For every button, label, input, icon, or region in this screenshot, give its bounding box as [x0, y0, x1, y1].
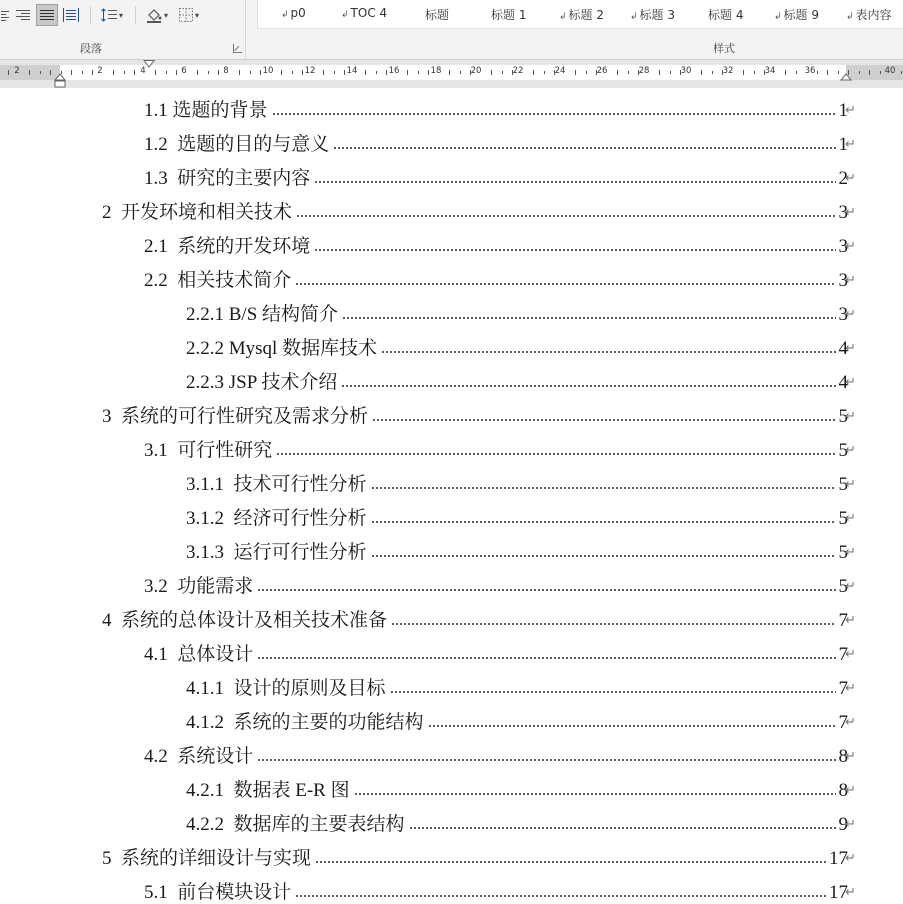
- toc-entry-title: 2.2.3 JSP 技术介绍: [186, 372, 338, 393]
- toc-entry-title: 2.1 系统的开发环境: [144, 236, 311, 257]
- toc-dot-leader: [333, 145, 835, 151]
- toc-entry[interactable]: [144, 428, 848, 462]
- toc-dot-leader: [342, 315, 835, 321]
- justify-button[interactable]: [36, 4, 58, 26]
- style-item-table-content[interactable]: [846, 6, 892, 23]
- toc-entry[interactable]: [102, 190, 848, 224]
- ruler-tick: [764, 70, 765, 75]
- toc-dot-leader: [381, 349, 835, 355]
- ruler-label: 2: [14, 66, 20, 76]
- ruler-tick: [166, 71, 167, 74]
- align-left-button[interactable]: [0, 4, 10, 26]
- ruler-label: 32: [722, 66, 734, 76]
- toc-entry-page: 17: [829, 848, 848, 869]
- style-item-heading2[interactable]: [559, 6, 604, 23]
- ruler-scale: [0, 65, 903, 80]
- ruler-tick: [659, 70, 660, 75]
- ruler-tick: [743, 70, 744, 75]
- toc-entry-title: 3 系统的可行性研究及需求分析: [102, 406, 369, 427]
- ruler-tick: [40, 71, 41, 74]
- ruler-tick: [575, 70, 576, 75]
- toc-entry[interactable]: [186, 326, 848, 360]
- toc-entry[interactable]: [144, 632, 848, 666]
- ruler-tick: [502, 71, 503, 74]
- paragraph-toolbar: [0, 3, 206, 27]
- style-item-p0[interactable]: [281, 6, 306, 20]
- toc-entry-page: 5: [838, 440, 848, 461]
- toc-entry-title: 5.1 前台模块设计: [144, 882, 292, 903]
- distributed-icon: [63, 8, 79, 22]
- ruler-tick: [460, 71, 461, 74]
- ruler-tick: [827, 70, 828, 75]
- ruler-label: 16: [388, 66, 400, 76]
- align-right-icon: [16, 9, 30, 21]
- style-item-heading3[interactable]: [630, 6, 675, 23]
- style-item-label: p0: [290, 6, 306, 20]
- paragraph-mark-icon: ↲: [774, 12, 782, 22]
- ruler-label: 10: [262, 66, 274, 76]
- style-item-heading9[interactable]: [774, 6, 819, 23]
- align-left-icon: [1, 9, 9, 21]
- ruler-tick: [869, 70, 870, 75]
- toc-entry-title: 2.2.1 B/S 结构简介: [186, 304, 339, 325]
- ruler-tick: [218, 70, 219, 75]
- paragraph-mark-icon: ↵: [845, 545, 856, 560]
- toc-entry-page: 5: [838, 406, 848, 427]
- ruler-label: 28: [638, 66, 650, 76]
- ruler-tick: [596, 70, 597, 75]
- toc-entry-page: 8: [838, 746, 848, 767]
- ribbon: [0, 0, 903, 59]
- toc-dot-leader: [314, 247, 835, 253]
- ruler-tick: [176, 70, 177, 75]
- chevron-down-icon: ▾: [118, 10, 123, 20]
- ruler-tick: [334, 71, 335, 74]
- style-item-label: TOC 4: [350, 6, 388, 20]
- toc-entry-title: 4.1 总体设计: [144, 644, 254, 665]
- paragraph-mark-icon: ↲: [341, 10, 349, 20]
- toc-dot-leader: [257, 587, 835, 593]
- ruler-tick: [901, 71, 902, 74]
- line-spacing-icon: [101, 8, 117, 22]
- toc-entry-title: 2.2.2 Mysql 数据库技术: [186, 338, 378, 359]
- ruler-tick: [292, 71, 293, 74]
- borders-button[interactable]: [174, 4, 204, 26]
- ruler-label: 40: [884, 66, 896, 76]
- toc-entry-page: 3: [838, 236, 848, 257]
- toc-entry-title: 3.1.1 技术可行性分析: [186, 474, 367, 495]
- toc-dot-leader: [391, 621, 835, 627]
- toc-dot-leader: [428, 723, 836, 729]
- ruler-tick: [838, 71, 839, 74]
- toolbar-separator: [90, 6, 91, 24]
- ruler-tick: [880, 71, 881, 74]
- style-item-label: 标题 3: [639, 8, 675, 22]
- toc-dot-leader: [295, 281, 835, 287]
- borders-icon: [179, 8, 193, 22]
- chevron-down-icon: ▾: [163, 10, 168, 20]
- paragraph-mark-icon: ↵: [845, 817, 856, 832]
- ruler-label: 18: [430, 66, 442, 76]
- ruler-tick: [92, 70, 93, 75]
- ruler-tick: [533, 70, 534, 75]
- ruler-tick: [418, 71, 419, 74]
- paragraph-mark-icon: ↵: [845, 205, 856, 220]
- toc-entry-page: 7: [838, 610, 848, 631]
- toc-entry-title: 4.1.1 设计的原则及目标: [186, 678, 386, 699]
- toc-entry[interactable]: [186, 802, 848, 836]
- toc-dot-leader: [371, 485, 836, 491]
- toc-entry-page: 9: [838, 814, 848, 835]
- paragraph-mark-icon: ↲: [281, 10, 289, 20]
- ruler-tick: [586, 71, 587, 74]
- ruler-tick: [113, 70, 114, 75]
- paragraph-group-label: 段落: [80, 42, 102, 55]
- paragraph-mark-icon: ↵: [845, 171, 856, 186]
- toc-entry[interactable]: [144, 870, 848, 904]
- toc-dot-leader: [354, 791, 836, 797]
- ruler-tick: [323, 70, 324, 75]
- paragraph-mark-icon: ↵: [845, 647, 856, 662]
- ruler-label: 22: [512, 66, 524, 76]
- paragraph-mark-icon: ↵: [845, 681, 856, 696]
- toc-entry-title: 3.1.2 经济可行性分析: [186, 508, 367, 529]
- toc-dot-leader: [276, 451, 835, 457]
- style-item-toc4[interactable]: [341, 6, 387, 20]
- ruler-tick: [554, 70, 555, 75]
- toc-entry[interactable]: [144, 224, 848, 258]
- ruler-tick: [470, 70, 471, 75]
- style-item-label: 标题 9: [783, 8, 819, 22]
- ruler-tick: [670, 71, 671, 74]
- toc-dot-leader: [390, 689, 836, 695]
- ruler-tick: [197, 70, 198, 75]
- ruler-tick: [544, 71, 545, 74]
- toc-entry-page: 5: [838, 508, 848, 529]
- paragraph-mark-icon: ↲: [846, 12, 854, 22]
- paragraph-mark-icon: ↵: [845, 749, 856, 764]
- toc-entry[interactable]: [186, 496, 848, 530]
- style-item-title[interactable]: [425, 6, 449, 23]
- toc-entry-page: 3: [838, 270, 848, 291]
- paragraph-mark-icon: ↲: [630, 12, 638, 22]
- ruler-tick: [260, 70, 261, 75]
- toc-entry-title: 4.1.2 系统的主要的功能结构: [186, 712, 424, 733]
- ruler-tick: [365, 70, 366, 75]
- toc-entry[interactable]: [144, 564, 848, 598]
- ruler-tick: [512, 70, 513, 75]
- toc-entry[interactable]: [102, 836, 848, 870]
- paragraph-group: [0, 0, 246, 59]
- toc-entry-page: 1: [838, 100, 848, 121]
- ruler-tick: [701, 70, 702, 75]
- style-item-label: 标题: [425, 8, 450, 22]
- ruler-left-margin: [0, 65, 60, 80]
- toc-entry[interactable]: [186, 292, 848, 326]
- toc-dot-leader: [272, 111, 836, 117]
- toc-entry-title: 5 系统的详细设计与实现: [102, 848, 312, 869]
- toolbar-separator: [135, 6, 136, 24]
- toc-entry-page: 5: [838, 542, 848, 563]
- toc-entry[interactable]: [186, 462, 848, 496]
- line-spacing-button[interactable]: [97, 4, 127, 26]
- chevron-down-icon: ▾: [194, 10, 199, 20]
- styles-group-label: 样式: [713, 42, 735, 55]
- ruler-label: 6: [181, 66, 187, 76]
- toc-entry-title: 3.2 功能需求: [144, 576, 254, 597]
- toc-entry-page: 7: [838, 678, 848, 699]
- ruler-label: 12: [304, 66, 316, 76]
- ruler-label: 30: [680, 66, 692, 76]
- toc-entry-title: 1.3 研究的主要内容: [144, 168, 311, 189]
- toc-entry-page: 5: [838, 474, 848, 495]
- toc-entry-page: 1: [838, 134, 848, 155]
- toc-entry[interactable]: [102, 598, 848, 632]
- paragraph-mark-icon: ↵: [845, 715, 856, 730]
- paragraph-mark-icon: ↵: [845, 613, 856, 628]
- ruler-label: 34: [764, 66, 776, 76]
- paragraph-mark-icon: ↵: [845, 103, 856, 118]
- toc-entry-page: 4: [838, 338, 848, 359]
- ruler-tick: [785, 70, 786, 75]
- ruler-tick: [617, 70, 618, 75]
- paragraph-mark-icon: ↵: [845, 783, 856, 798]
- ruler-tick: [680, 70, 681, 75]
- ruler-tick: [71, 70, 72, 75]
- ruler-tick: [82, 71, 83, 74]
- toc-dot-leader: [341, 383, 835, 389]
- ruler-label: 14: [346, 66, 358, 76]
- ruler-tick: [239, 70, 240, 75]
- paragraph-mark-icon: ↵: [845, 443, 856, 458]
- toc-entry[interactable]: [144, 258, 848, 292]
- ruler-tick: [859, 71, 860, 74]
- toc-entry[interactable]: [186, 768, 848, 802]
- ruler-tick: [386, 70, 387, 75]
- shading-icon: [146, 7, 162, 23]
- toc-dot-leader: [296, 213, 835, 219]
- ruler-tick: [638, 70, 639, 75]
- ruler-tick: [712, 71, 713, 74]
- document-page[interactable]: [0, 88, 903, 904]
- ruler-tick: [796, 71, 797, 74]
- toc-entry-title: 4.2 系统设计: [144, 746, 254, 767]
- toc-entry-title: 4 系统的总体设计及相关技术准备: [102, 610, 388, 631]
- paragraph-mark-icon: ↵: [845, 477, 856, 492]
- style-item-label: 标题 1: [491, 8, 527, 22]
- toc-entry-page: 4: [838, 372, 848, 393]
- paragraph-mark-icon: ↵: [845, 375, 856, 390]
- ruler-tick: [50, 70, 51, 75]
- justify-icon: [40, 9, 54, 21]
- toc-entry-title: 3.1.3 运行可行性分析: [186, 542, 367, 563]
- toc-entry-page: 3: [838, 304, 848, 325]
- style-item-label: 标题 2: [568, 8, 604, 22]
- ruler-tick: [124, 71, 125, 74]
- paragraph-mark-icon: ↵: [845, 307, 856, 322]
- ruler-tick: [155, 70, 156, 75]
- paragraph-mark-icon: ↵: [845, 579, 856, 594]
- toc-dot-leader: [314, 179, 835, 185]
- toc-entry-page: 17: [829, 882, 848, 903]
- ruler-tick: [281, 70, 282, 75]
- paragraph-dialog-launcher-icon[interactable]: [233, 44, 242, 53]
- ruler-tick: [250, 71, 251, 74]
- ruler-tick: [628, 71, 629, 74]
- align-right-button[interactable]: [12, 4, 34, 26]
- toc-entry[interactable]: [186, 360, 848, 394]
- toc-dot-leader: [315, 859, 826, 865]
- toc-entry-title: 3.1 可行性研究: [144, 440, 273, 461]
- toc-dot-leader: [371, 553, 836, 559]
- toc-entry-page: 7: [838, 712, 848, 733]
- toc-entry-page: 7: [838, 644, 848, 665]
- style-item-label: 标题 4: [708, 8, 744, 22]
- toc-dot-leader: [372, 417, 835, 423]
- ruler-tick: [376, 71, 377, 74]
- toc-entry[interactable]: [144, 156, 848, 190]
- ruler-label: 26: [596, 66, 608, 76]
- ruler-tick: [29, 70, 30, 75]
- toc-entry[interactable]: [186, 530, 848, 564]
- toc-entry-title: 2.2 相关技术简介: [144, 270, 292, 291]
- style-item-heading4[interactable]: [708, 6, 743, 23]
- ruler-label: 8: [223, 66, 229, 76]
- toc-entry-page: 3: [838, 202, 848, 223]
- ruler-label: 2: [97, 66, 103, 76]
- toc-entry-page: 8: [838, 780, 848, 801]
- toc-dot-leader: [257, 655, 835, 661]
- ruler-tick: [491, 70, 492, 75]
- toc-entry-title: 2 开发环境和相关技术: [102, 202, 293, 223]
- ruler-tick: [344, 70, 345, 75]
- ruler-tick: [302, 70, 303, 75]
- paragraph-mark-icon: ↵: [845, 239, 856, 254]
- ruler-label: 36: [804, 66, 816, 76]
- paragraph-mark-icon: ↵: [845, 511, 856, 526]
- ruler-tick: [722, 70, 723, 75]
- paragraph-mark-icon: ↵: [845, 851, 856, 866]
- ruler-tick: [134, 70, 135, 75]
- toc-dot-leader: [409, 825, 836, 831]
- ruler-label: 20: [470, 66, 482, 76]
- toc-entry[interactable]: [186, 666, 848, 700]
- ruler-tick: [8, 70, 9, 75]
- ruler-tick: [208, 71, 209, 74]
- ruler-tick: [407, 70, 408, 75]
- toc-dot-leader: [295, 893, 826, 899]
- toc-entry[interactable]: [144, 88, 848, 122]
- paragraph-mark-icon: ↵: [845, 273, 856, 288]
- ruler-tick: [754, 71, 755, 74]
- toc-entry-title: 4.2.2 数据库的主要表结构: [186, 814, 405, 835]
- horizontal-ruler: [0, 59, 903, 88]
- right-indent-marker-icon[interactable]: [840, 73, 852, 81]
- ruler-tick: [449, 70, 450, 75]
- ruler-label: 24: [554, 66, 566, 76]
- style-item-label: 表内容: [855, 8, 892, 22]
- toc-entry-title: 4.2.1 数据表 E-R 图: [186, 780, 350, 801]
- style-item-heading1[interactable]: [491, 6, 526, 23]
- toc-entry[interactable]: [144, 734, 848, 768]
- hanging-indent-marker-icon[interactable]: [54, 73, 66, 89]
- toc-dot-leader: [371, 519, 836, 525]
- ruler-label: 4: [140, 66, 146, 76]
- toc-entry-title: 1.2 选题的目的与意义: [144, 134, 330, 155]
- toc-dot-leader: [257, 757, 835, 763]
- toc-entry-page: 5: [838, 576, 848, 597]
- styles-gallery: [257, 0, 903, 29]
- toc-entry[interactable]: [102, 394, 848, 428]
- paragraph-mark-icon: ↵: [845, 409, 856, 424]
- toc-entry[interactable]: [186, 700, 848, 734]
- paragraph-mark-icon: ↵: [845, 341, 856, 356]
- paragraph-mark-icon: ↲: [559, 12, 567, 22]
- toc-entry-title: 1.1 选题的背景: [144, 100, 268, 121]
- toc-entry-page: 2: [838, 168, 848, 189]
- distributed-button[interactable]: [60, 4, 82, 26]
- first-line-indent-marker-icon[interactable]: [143, 60, 155, 68]
- paragraph-mark-icon: ↵: [845, 137, 856, 152]
- shading-button[interactable]: [142, 4, 172, 26]
- ruler-tick: [428, 70, 429, 75]
- toc-entry[interactable]: [144, 122, 848, 156]
- ruler-tick: [817, 71, 818, 74]
- paragraph-mark-icon: ↵: [845, 885, 856, 900]
